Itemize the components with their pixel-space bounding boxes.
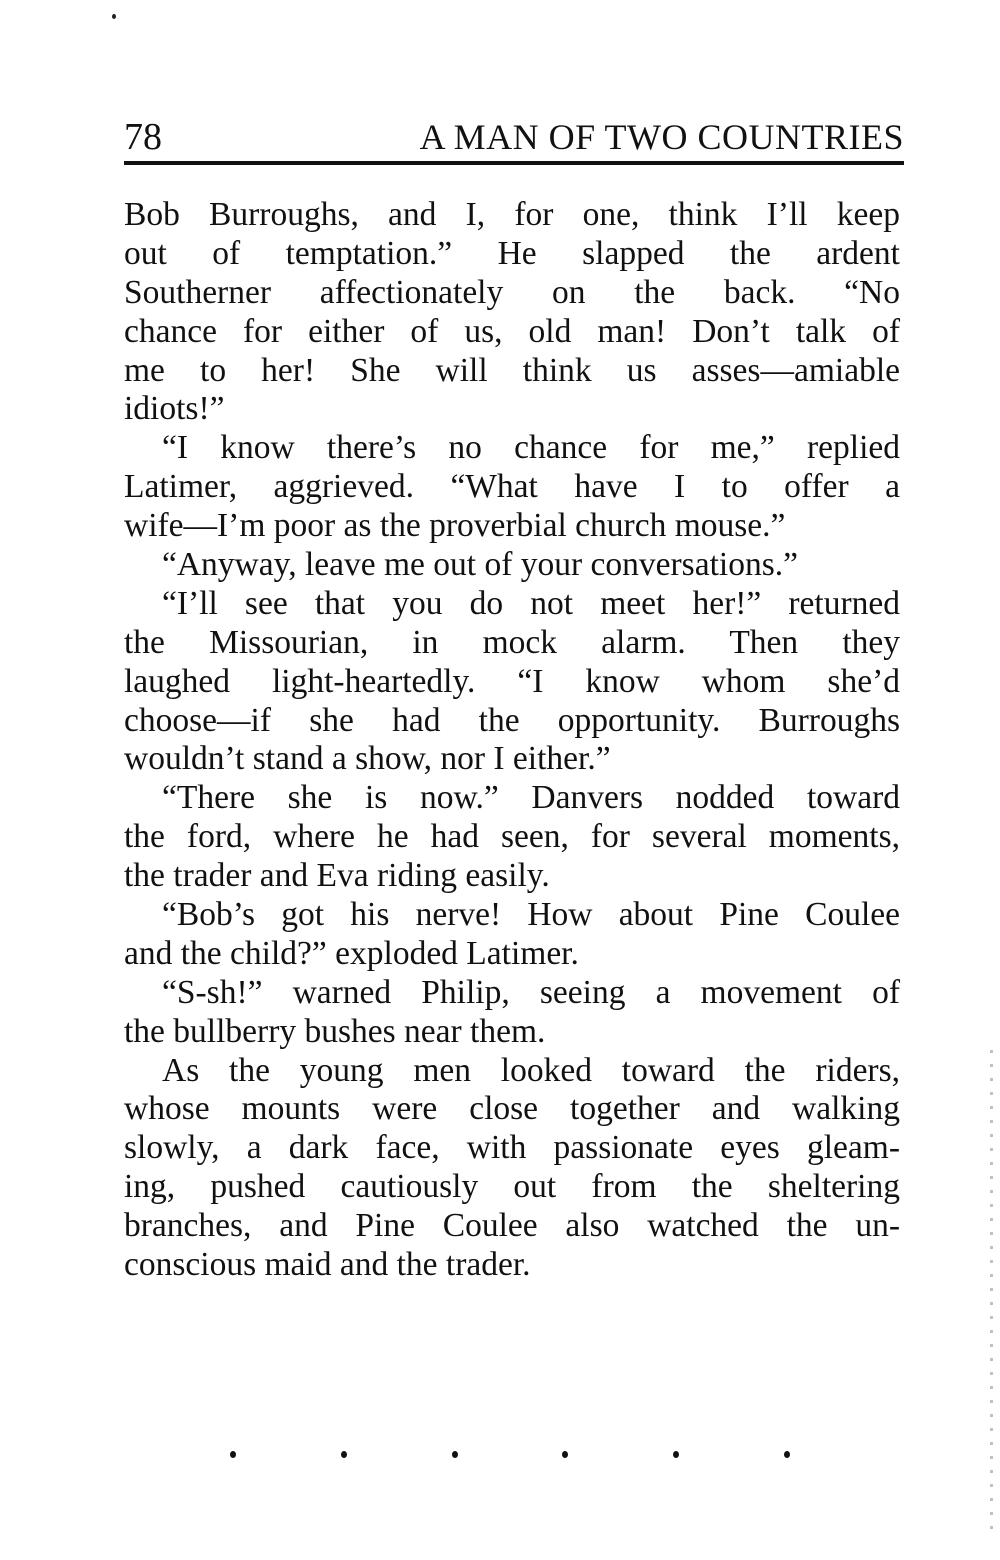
- text-line: Bob Burroughs, and I, for one, think I’ll keep: [124, 196, 900, 233]
- text-line: the ford, where he had seen, for several moments,: [124, 818, 900, 856]
- section-break: [230, 1444, 790, 1464]
- text-line: conscious maid and the trader.: [124, 1246, 531, 1284]
- section-break-dot: [452, 1451, 458, 1458]
- text-line: the bullberry bushes near them.: [124, 1012, 546, 1050]
- text-line: As the young men looked toward the riders,: [162, 1051, 900, 1089]
- text-line: “I’ll see that you do not meet her!” returned: [162, 584, 900, 622]
- text-line: the Missourian, in mock alarm. Then they: [124, 623, 900, 661]
- text-line: whose mounts were close together and walking: [124, 1090, 900, 1128]
- header-rule: [124, 161, 904, 165]
- text-line: Southerner affectionately on the back. “No: [124, 273, 900, 311]
- print-speck: [112, 14, 116, 19]
- text-line: chance for either of us, old man! Don’t talk of: [124, 312, 900, 350]
- running-title: A MAN OF TWO COUNTRIES: [419, 117, 904, 157]
- text-line: “Bob’s got his nerve! How about Pine Coulee: [162, 896, 900, 934]
- text-line: wife—I’m poor as the proverbial church mouse.”: [124, 507, 786, 545]
- text-line: “S-sh!” warned Philip, seeing a movement of: [162, 973, 900, 1011]
- text-line: Latimer, aggrieved. “What have I to offer a: [124, 468, 900, 506]
- page-number: 78: [124, 116, 162, 158]
- text-line: and the child?” exploded Latimer.: [124, 934, 579, 972]
- section-break-dot: [341, 1451, 347, 1458]
- text-line: wouldn’t stand a show, nor I either.”: [124, 740, 611, 778]
- text-line: “There she is now.” Danvers nodded toward: [162, 779, 900, 817]
- section-break-dot: [562, 1451, 568, 1458]
- text-line: idiots!”: [124, 390, 225, 428]
- section-break-dot: [673, 1451, 679, 1458]
- text-line: “Anyway, leave me out of your conversations.”: [162, 546, 798, 584]
- body-text: [124, 196, 900, 1285]
- text-line: me to her! She will think us asses—amiable: [124, 351, 900, 389]
- section-break-dot: [784, 1451, 790, 1458]
- scan-margin-noise: [990, 1050, 993, 1530]
- text-line: ing, pushed cautiously out from the sheltering: [124, 1168, 900, 1206]
- text-line: choose—if she had the opportunity. Burroughs: [124, 701, 900, 739]
- text-line: out of temptation.” He slapped the ardent: [124, 234, 900, 272]
- text-line: “I know there’s no chance for me,” replied: [162, 429, 900, 467]
- text-line: slowly, a dark face, with passionate eyes gleam-: [124, 1129, 900, 1167]
- page-header: [124, 112, 904, 162]
- text-line: the trader and Eva riding easily.: [124, 857, 550, 895]
- text-line: branches, and Pine Coulee also watched the un-: [124, 1207, 900, 1245]
- text-line: laughed light-heartedly. “I know whom she’d: [124, 662, 900, 700]
- section-break-dot: [230, 1451, 236, 1458]
